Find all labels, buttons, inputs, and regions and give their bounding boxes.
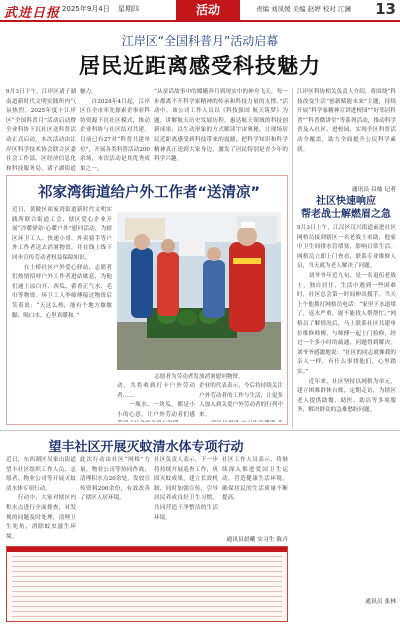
issue-date: 2025年9月4日 <box>62 5 110 13</box>
lead-column-4: 江岸区科协相关负责人介绍，将围绕“科技改变生活”创新赋能未来”主题，持续开展“科学家精神宣讲进校园”“好邻居科普”“科普微讲堂”等系列活动，推动科学普及入社区、进校园，实现全区科普活动全覆盖，助力全面提升公民科学素质。 <box>297 89 396 153</box>
lead-headline: 居民近距离感受科技魅力 <box>79 54 321 78</box>
side-byline: 通讯员 张林 <box>365 599 396 605</box>
photo-illustration <box>117 212 281 370</box>
column-divider <box>292 88 293 428</box>
side-headline: 社区快速响应 帮老战士解燃眉之急 <box>301 196 391 220</box>
page-number: 13 <box>375 0 396 18</box>
classified-ad-block <box>6 546 288 622</box>
ad-band <box>7 547 287 552</box>
lead-column-3: “从童话故事中的嫦娥奔月到现实中的神舟飞天，每一步都离不开科学家精神的传承和科技力量的支撑。”活动中，该公司工作人员以《科技强国 航天筑梦》为题，讲解航天历史发展历程，惠达航天领域的科技创新成果，以生动形象的方式解读宇宙奥秘，让现场居民近距离感受到科技带来的震撼，把科学知识和科学精神真正送到大家身边，激发了居民特别是青少年的科学兴趣。 <box>154 89 288 163</box>
ad-fine-print <box>12 556 282 617</box>
lead-column-1: 9月3日下午，江岸区诸子湖南道新时代文明实践所内气氛热烈。2025年度十江岸区“全国科普月”活动启动暨全业科协下沉社区送科普活动正式启动。本次活动由江岸区科学技术协会联合区委社会工作部、区经济信息化和科技服务局、诸子湖街道 <box>6 89 76 172</box>
bottom-column-2: 此次行动由社区“网格”力量、物业公司等协同作战，清理积水点20余处，发放宣传资料200余份，有效改善了辖区人居环境。 <box>80 457 150 502</box>
bottom-column-4: 社区工作人员表示，将继续深入推进爱国卫生运动，营造健康生活环境，确保居民的生活质量不断提高。 <box>222 457 288 502</box>
photo-caption: 志愿者为劳动者发放消暑慰问物资。 <box>154 374 244 380</box>
masthead <box>0 0 400 22</box>
bottom-headline: 望丰社区开展灭蚊清水体专项行动 <box>48 440 244 455</box>
bottom-column-1: 近日，东西湖区吴家山街道望丰社区组织工作人员、志愿者、物业公司等开展灭蚊清水体专项行动。 行动中，大家对辖区内积水点进行全面排查，对发现的问题及时处理，清理卫生死角，消除蚊虫滋生环境。 <box>6 457 76 540</box>
lead-byline: 通讯员 昌灿 记者 <box>351 187 396 193</box>
section-divider <box>0 430 400 431</box>
feature-column-left: 近日，黄陂区祁家湾街道新时代文明实践所联合街道工会、辖区爱心企业开展“冷暖驿站·心暖户外”慰问活动，为辖区环卫工人、快递小哥、外卖骑手等户外工作者送去消暑物资，并在线上线下同步宣传劳动者权益保障知识。 在土桥社区户外爱心驿站，志愿者们热情招呼户外工作者进站歇息，为他们递上凉白开、西瓜、藿香正气水、毛巾等物资。环卫工人李师傅接过物资后笑着说：“天这么热，能有个地方歇歇脚、喝口水，心里真暖和。” <box>12 207 112 319</box>
bottom-column-3: 社区负责人表示，下一步将持续开展巡查工作，巩固灭蚊成果，建立长效机制，同时加强宣传，引导居民养成良好卫生习惯，共同营造干净整洁的生活环境。 <box>154 457 218 521</box>
volunteers-photo <box>117 212 281 370</box>
side-body: 9月3日上午，江汉区汉兴街道前进社区网格员接到辖区一名老战士求助，他家中卫生间排水管堵塞，影响日常生活。网格员立即上门查看，联系专业维修人员，当天就为老人解决了问题。 刘爷爷年近九旬，是一名退伍老战士，独自居住，生活中遇到一些困难时，社区总会第一时间伸出援手。当天上午他拨打网格员电话：“家里下水道堵了，返水严重，能不能找人帮帮忙。”网格员了解情况后，马上联系社区共建单位维修师傅，与师傅一起上门检修，经过一个多小时的疏通，问题得到解决。刘爷爷感激地说：“社区的同志就像我的亲人一样，有什么事找他们，心里踏实。” 近年来，社区坚持以网格为单元，建立困难群体台账，定期走访，为辖区老人提供助餐、助医、助洁等多项服务，解决群众的急难愁盼问题。 <box>297 225 396 414</box>
editors-credit: 责编 刘凤媛 美编 赵婷 校对 江澜 <box>256 5 351 13</box>
lead-column-2: 魅力。 自2024年4月起，江岸区在全市率先探索企事业科协资源下沉社区模式，推动企业科协与社区结对共建。目前已有27对“科普共建单位”，开展各类科普活动200余场，本次活动是其优秀成果之一。 <box>80 89 150 172</box>
newspaper-logo: 武进日报 <box>4 6 61 21</box>
lead-subtitle: 江岸区“全国科普月”活动启幕 <box>121 34 279 48</box>
feature-headline: 祁家湾街道给户外工作者“送清凉” <box>37 185 261 201</box>
section-tab: 活动 <box>176 0 240 20</box>
issue-meta <box>62 4 145 14</box>
issue-weekday: 星期四 <box>117 5 139 13</box>
bottom-byline: 通讯员晨曦 实习生 陈卉 <box>226 537 288 543</box>
feature-column-under-photo-a: 动，共将收到打卡户外劳动者…… 一瓶水、一块瓜，都是小小的心意，让户外劳动者们感 <box>117 383 195 418</box>
feature-column-under-photo-b: 企业的代表表示，今后将持续关注户外劳动者的工作与生活，让更多人加入到关爱户外劳动者的行列中来。 <box>199 383 283 418</box>
